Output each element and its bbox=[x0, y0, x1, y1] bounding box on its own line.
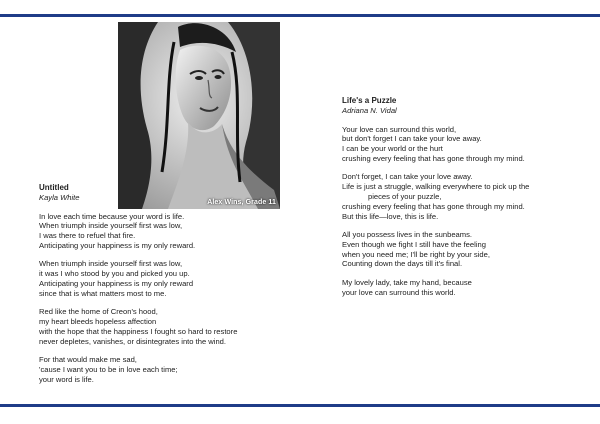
poem-title: Untitled bbox=[39, 183, 69, 192]
poem-line: your word is life. bbox=[39, 374, 94, 384]
poem-line: But this life—love, this is life. bbox=[342, 211, 439, 221]
poem-line: pieces of your puzzle, bbox=[368, 191, 442, 201]
poem-line: it was I who stood by you and picked you up. bbox=[39, 269, 190, 279]
poem-line: I can be your world or the hurt bbox=[342, 144, 443, 154]
poem-line: with the hope that the happiness I fought so hard to restore bbox=[39, 326, 238, 336]
stanza bbox=[39, 355, 289, 384]
poem-line: Anticipating your happiness is my only reward. bbox=[39, 240, 196, 250]
poem-line: Don't forget, I can take your love away. bbox=[342, 172, 473, 182]
poem-line: never depletes, vanishes, or disintegrates into the wind. bbox=[39, 336, 226, 346]
poem-line: I was there to refuel that fire. bbox=[39, 231, 136, 241]
poem-line: Even though we fight I still have the feeling bbox=[342, 239, 486, 249]
poem-line: my heart bleeds hopeless affection bbox=[39, 316, 157, 326]
stanza bbox=[342, 125, 592, 164]
portrait-artwork bbox=[118, 22, 280, 209]
poem-author: Kayla White bbox=[39, 192, 80, 202]
stanza bbox=[39, 212, 289, 251]
stanza bbox=[342, 230, 592, 269]
poem-line: your love can surround this world. bbox=[342, 287, 456, 297]
poem-line: When triumph inside yourself first was low, bbox=[39, 221, 183, 231]
poem-author: Adriana N. Vidal bbox=[342, 105, 397, 115]
top-rule bbox=[0, 14, 600, 17]
poem-line: Counting down the days till it's final. bbox=[342, 259, 463, 269]
stanza bbox=[342, 278, 592, 298]
poem-lifes-a-puzzle bbox=[342, 96, 592, 306]
poem-line: Red like the home of Creon's hood, bbox=[39, 307, 158, 317]
bottom-rule bbox=[0, 404, 600, 407]
poem-line: For that would make me sad, bbox=[39, 354, 137, 364]
poem-line: In love each time because your word is life. bbox=[39, 211, 185, 221]
artwork-caption: Alex Wins, Grade 11 bbox=[207, 199, 276, 206]
poem-line: Life is just a struggle, walking everywhere to pick up the bbox=[342, 182, 530, 192]
poem-line: 'cause I want you to be in love each time; bbox=[39, 364, 178, 374]
poem-title: Life's a Puzzle bbox=[342, 96, 397, 105]
stanza bbox=[342, 172, 592, 221]
poem-line: When triumph inside yourself first was low, bbox=[39, 259, 183, 269]
poem-line: when you need me; I'll be right by your side, bbox=[342, 249, 490, 259]
poem-line: since that is what matters most to me. bbox=[39, 288, 167, 298]
poem-line: Your love can surround this world, bbox=[342, 124, 457, 134]
poem-line: but don't forget I can take your love away. bbox=[342, 134, 482, 144]
poem-untitled bbox=[39, 183, 289, 393]
poem-line: crushing every feeling that has gone through my mind. bbox=[342, 153, 525, 163]
poem-line: crushing every feeling that has gone through my mind. bbox=[342, 201, 525, 211]
stanza bbox=[39, 307, 289, 346]
stanza bbox=[39, 259, 289, 298]
portrait-illustration-icon bbox=[118, 22, 280, 209]
poem-line: Anticipating your happiness is my only reward bbox=[39, 278, 194, 288]
poem-line: All you possess lives in the sunbeams. bbox=[342, 229, 473, 239]
poem-line: My lovely lady, take my hand, because bbox=[342, 277, 472, 287]
